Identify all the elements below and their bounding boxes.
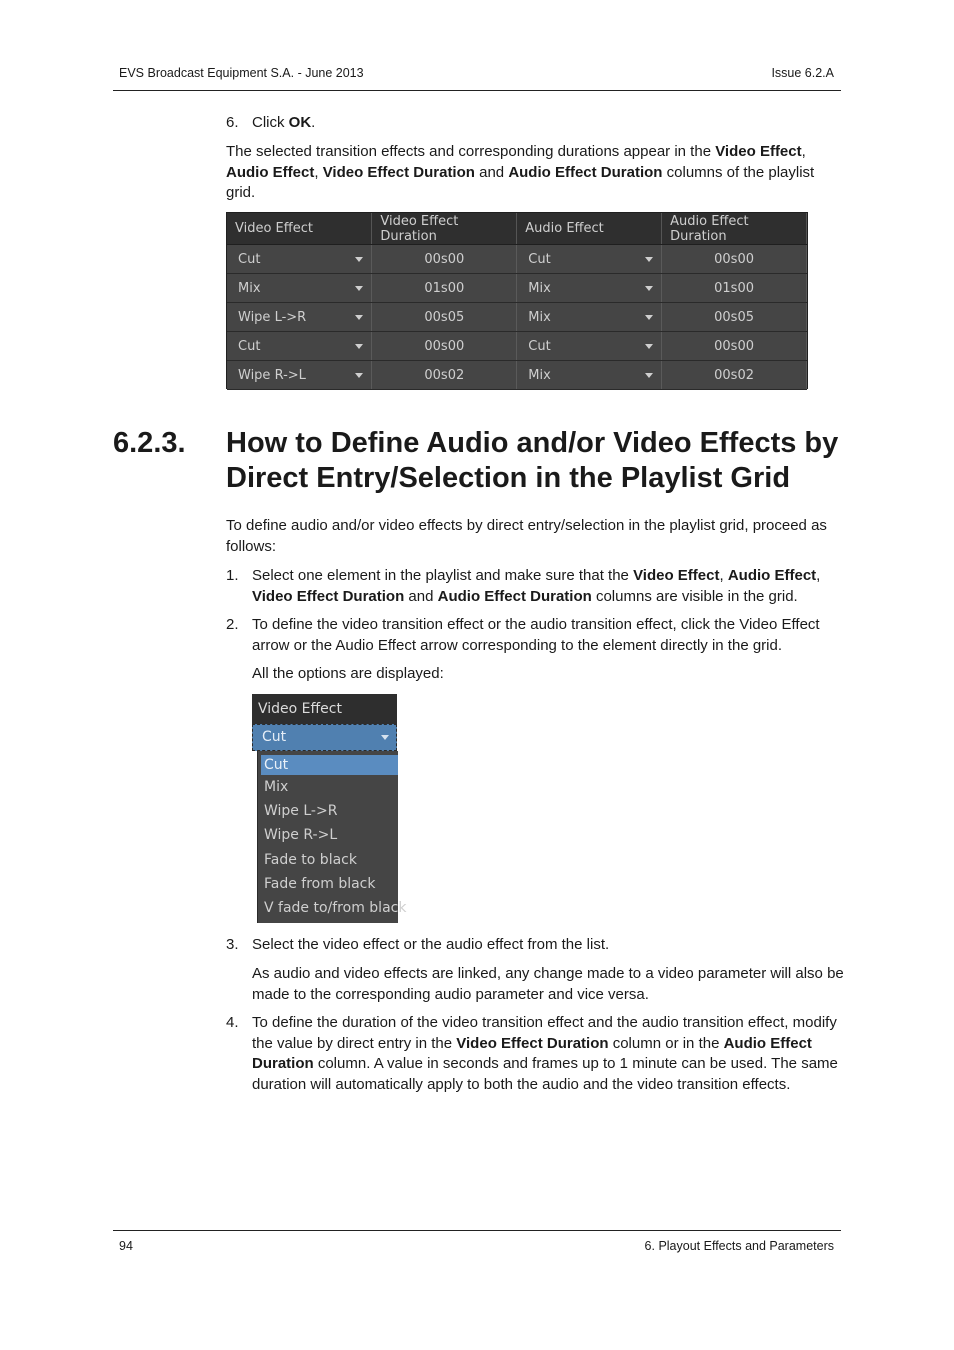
step-number: 4. <box>226 1014 239 1031</box>
step-number: 3. <box>226 936 239 953</box>
text-part: column. A value in seconds and frames up to 1 minute can be used. The same duration will automatically apply to both the audio and the video transition effects. <box>252 1055 838 1093</box>
video-effect-duration-cell[interactable]: 00s00 <box>372 332 517 361</box>
dropdown-option-mix[interactable]: Mix <box>264 779 289 795</box>
text-part: To define the duration of the video transition effect and the audio transition effect, modify the value by direct entry in the <box>252 1014 837 1052</box>
text-part: , <box>314 163 323 181</box>
video-effect-cell[interactable] <box>227 245 372 274</box>
text-part: and <box>404 587 438 605</box>
bold-term: Audio Effect Duration <box>437 587 592 605</box>
page-header <box>113 66 841 91</box>
bold-term: Video Effect Duration <box>322 163 475 181</box>
cell-value: Cut <box>528 338 551 354</box>
intro-paragraph <box>226 142 844 204</box>
bold-term: Video Effect <box>633 567 720 584</box>
step-text <box>252 566 846 607</box>
bold-term: Audio Effect Duration <box>508 163 663 181</box>
audio-effect-duration-cell[interactable]: 00s00 <box>662 332 807 361</box>
dropdown-option-wipe-r-l[interactable]: Wipe R->L <box>264 827 338 844</box>
step-text <box>252 113 846 134</box>
grid-header-row <box>227 213 807 245</box>
bold-term: Video Effect Duration <box>252 587 405 605</box>
text-part: column or in the <box>608 1034 724 1052</box>
dropdown-arrow-icon[interactable] <box>645 257 653 262</box>
dropdown-arrow-icon[interactable] <box>355 286 363 291</box>
playlist-grid-table <box>227 213 807 390</box>
audio-effect-duration-cell[interactable]: 01s00 <box>662 274 807 303</box>
video-effect-select[interactable] <box>252 724 397 751</box>
bold-term: Audio Effect <box>727 567 817 584</box>
dropdown-option-wipe-l-r[interactable]: Wipe L->R <box>264 803 338 820</box>
audio-effect-cell[interactable] <box>517 274 662 303</box>
dropdown-options-list <box>257 751 407 923</box>
text-part: , <box>816 567 821 584</box>
video-effect-cell[interactable] <box>227 303 372 332</box>
dropdown-option-fade-from-black[interactable]: Fade from black <box>264 875 376 892</box>
dropdown-arrow-icon[interactable] <box>355 344 363 349</box>
dropdown-arrow-icon[interactable] <box>355 315 363 320</box>
column-header-video-effect-duration[interactable]: Video Effect Duration <box>372 213 517 245</box>
table-row <box>227 332 807 361</box>
step-number: 6. <box>226 114 239 131</box>
video-effect-duration-cell[interactable]: 01s00 <box>372 274 517 303</box>
chevron-down-icon[interactable] <box>381 735 389 740</box>
step-text <box>252 1013 846 1095</box>
page-number: 94 <box>119 1239 133 1253</box>
dropdown-arrow-icon[interactable] <box>645 344 653 349</box>
audio-effect-duration-cell[interactable]: 00s00 <box>662 245 807 274</box>
audio-effect-cell[interactable] <box>517 245 662 274</box>
text-part: and <box>474 163 509 181</box>
column-header-audio-effect-duration[interactable]: Audio Effect Duration <box>662 213 807 245</box>
step-text: To define the video transition effect or the audio transition effect, click the Video Effect arrow or the Audio Effect arrow corresponding to the element directly in the grid. <box>252 616 820 654</box>
dropdown-arrow-icon[interactable] <box>355 373 363 378</box>
section-title: How to Define Audio and/or Video Effects by Direct Entry/Selection in the Playlist Grid <box>226 427 839 494</box>
step-text-part: . <box>311 114 316 131</box>
step-text-bold: OK <box>288 114 312 131</box>
table-row <box>227 274 807 303</box>
text-part: columns are visible in the grid. <box>591 587 798 605</box>
video-effect-duration-cell[interactable]: 00s00 <box>372 245 517 274</box>
video-effect-cell[interactable] <box>227 361 372 390</box>
dropdown-option-fade-to-black[interactable]: Fade to black <box>264 851 357 868</box>
cell-value: Wipe R->L <box>238 367 306 383</box>
selected-value: Cut <box>262 729 287 745</box>
dropdown-arrow-icon[interactable] <box>645 373 653 378</box>
text-part: columns of the playlist grid. <box>226 163 815 201</box>
cell-value: Mix <box>528 309 551 325</box>
audio-effect-cell[interactable] <box>517 303 662 332</box>
text-part: , <box>719 567 728 584</box>
step-text: Select the video effect or the audio effect from the list. <box>252 936 610 953</box>
dropdown-option-cut[interactable]: Cut <box>261 755 398 775</box>
header-company-date: EVS Broadcast Equipment S.A. - June 2013 <box>119 66 364 80</box>
step-number: 2. <box>226 616 239 633</box>
section-number: 6.2.3. <box>113 427 186 459</box>
dropdown-arrow-icon[interactable] <box>645 286 653 291</box>
bold-term: Video Effect <box>715 143 802 160</box>
text-part: Select one element in the playlist and make sure that the <box>252 567 634 584</box>
dropdown-arrow-icon[interactable] <box>355 257 363 262</box>
dropdown-column-header: Video Effect <box>252 694 397 724</box>
text-part: , <box>801 143 806 160</box>
step-number: 1. <box>226 567 239 584</box>
page-footer <box>113 1230 841 1253</box>
cell-value: Cut <box>238 338 261 354</box>
cell-value: Mix <box>528 367 551 383</box>
dropdown-option-v-fade[interactable]: V fade to/from black <box>264 899 407 916</box>
table-row <box>227 245 807 274</box>
audio-effect-cell[interactable] <box>517 361 662 390</box>
column-header-video-effect[interactable]: Video Effect <box>227 213 372 245</box>
video-effect-duration-cell[interactable]: 00s05 <box>372 303 517 332</box>
step-2-note: All the options are displayed: <box>252 665 444 682</box>
cell-value: Mix <box>528 280 551 296</box>
section-intro-paragraph: To define audio and/or video effects by direct entry/selection in the playlist grid, proceed as follows: <box>226 517 827 555</box>
audio-effect-duration-cell[interactable]: 00s02 <box>662 361 807 390</box>
column-header-audio-effect[interactable]: Audio Effect <box>517 213 662 245</box>
table-row <box>227 361 807 390</box>
bold-term: Audio Effect Duration <box>252 1034 812 1072</box>
header-issue: Issue 6.2.A <box>771 66 834 80</box>
video-effect-duration-cell[interactable]: 00s02 <box>372 361 517 390</box>
cell-value: Wipe L->R <box>238 309 307 325</box>
footer-chapter: 6. Playout Effects and Parameters <box>644 1239 834 1253</box>
playlist-grid-screenshot <box>226 212 808 389</box>
video-effect-cell[interactable] <box>227 274 372 303</box>
table-row <box>227 303 807 332</box>
cell-value: Cut <box>528 251 551 267</box>
step-3-note: As audio and video effects are linked, any change made to a video parameter will also be made to the corresponding audio parameter and vice versa. <box>252 965 844 1003</box>
audio-effect-cell[interactable] <box>517 332 662 361</box>
bold-term: Video Effect Duration <box>456 1034 609 1052</box>
video-effect-dropdown-screenshot <box>252 694 407 923</box>
audio-effect-duration-cell[interactable]: 00s05 <box>662 303 807 332</box>
video-effect-cell[interactable] <box>227 332 372 361</box>
dropdown-arrow-icon[interactable] <box>645 315 653 320</box>
bold-term: Audio Effect <box>226 163 315 181</box>
cell-value: Cut <box>238 251 261 267</box>
step-text-part: Click <box>252 114 289 131</box>
text-part: The selected transition effects and corresponding durations appear in the <box>226 143 716 160</box>
cell-value: Mix <box>238 280 261 296</box>
